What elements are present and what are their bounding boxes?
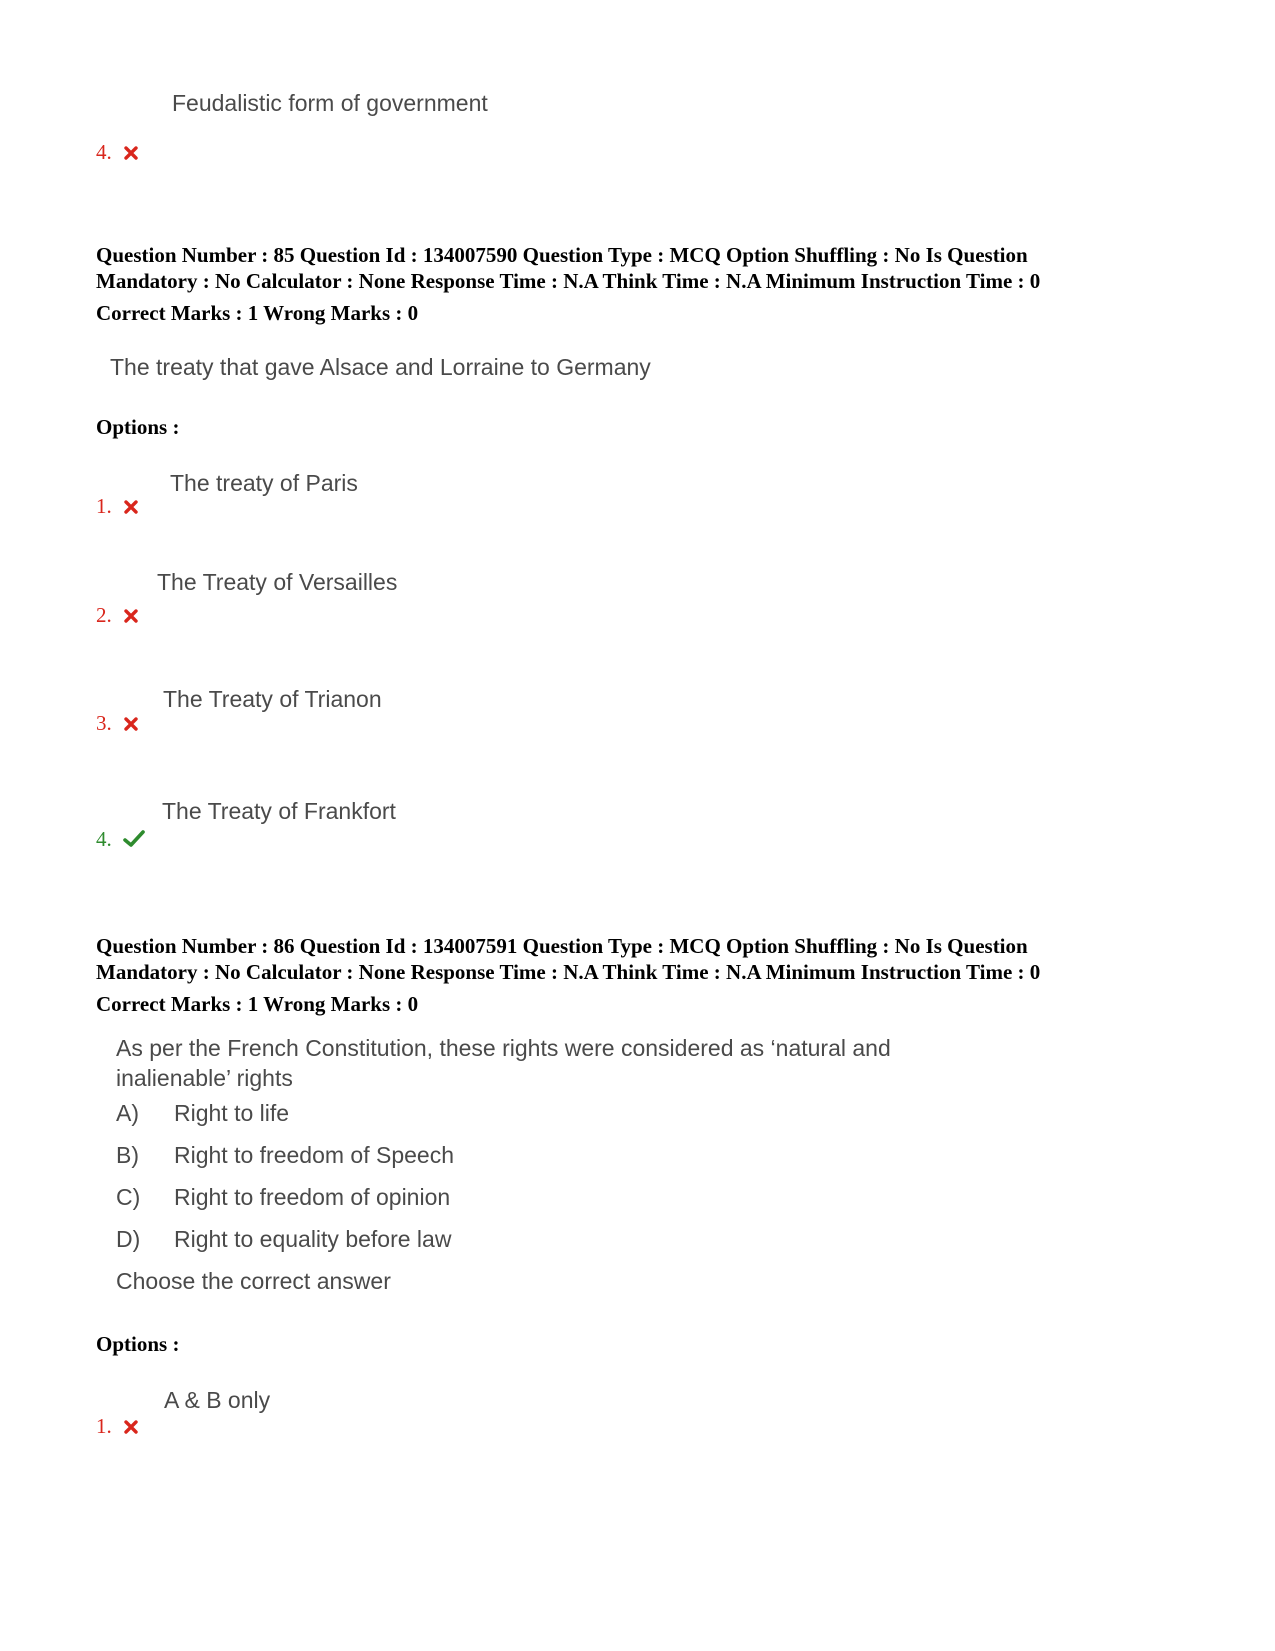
options-label: Options : [96, 1332, 180, 1356]
statement-item [116, 1184, 450, 1211]
question-marks: Correct Marks : 1 Wrong Marks : 0 [96, 301, 419, 325]
question-meta-line: Question Number : 86 Question Id : 134007591 Question Type : MCQ Option Shuffling : No Is Question [96, 934, 1028, 958]
question-text-line: As per the French Constitution, these rights were considered as ‘natural and [116, 1035, 891, 1061]
statement-text: Right to freedom of Speech [174, 1142, 454, 1168]
option-text: The Treaty of Trianon [163, 686, 382, 712]
question-text: The treaty that gave Alsace and Lorraine to Germany [110, 354, 651, 380]
option-number [96, 1414, 139, 1441]
option-number [96, 827, 145, 854]
option-text: The Treaty of Versailles [157, 569, 398, 595]
option-number-label: 2. [96, 603, 112, 627]
question-meta [96, 242, 1040, 294]
statement-letter: D) [116, 1226, 141, 1252]
question-meta-line: Question Number : 85 Question Id : 134007590 Question Type : MCQ Option Shuffling : No Is Question [96, 243, 1028, 267]
option-number-label: 4. [96, 140, 112, 164]
statement-text: Right to equality before law [174, 1226, 452, 1252]
question-text [116, 1033, 891, 1093]
check-icon [123, 829, 145, 854]
statement-letter: C) [116, 1184, 141, 1210]
statement-letter: A) [116, 1100, 139, 1126]
option-text: The Treaty of Frankfort [162, 798, 396, 824]
option-number-label: 4. [96, 827, 112, 851]
statement-text: Right to life [174, 1100, 290, 1126]
cross-icon [123, 142, 139, 167]
statement-item [116, 1142, 454, 1169]
statement-letter: B) [116, 1142, 139, 1168]
statement-item [116, 1100, 289, 1127]
options-label: Options : [96, 415, 180, 439]
cross-icon [123, 713, 139, 738]
cross-icon [123, 1416, 139, 1441]
option-text: The treaty of Paris [170, 470, 358, 496]
option-number [96, 711, 139, 738]
cross-icon [123, 605, 139, 630]
question-meta-line: Mandatory : No Calculator : None Response Time : N.A Think Time : N.A Minimum Instruction Time : 0 [96, 960, 1041, 984]
option-number-label: 1. [96, 494, 112, 518]
question-marks: Correct Marks : 1 Wrong Marks : 0 [96, 992, 419, 1016]
question-instruction: Choose the correct answer [116, 1268, 391, 1294]
option-text: Feudalistic form of government [172, 90, 488, 116]
question-meta [96, 933, 1040, 985]
option-number [96, 140, 139, 167]
option-number-label: 3. [96, 711, 112, 735]
option-number [96, 603, 139, 630]
option-text: A & B only [164, 1387, 271, 1413]
option-number-label: 1. [96, 1414, 112, 1438]
statement-item [116, 1226, 451, 1253]
statement-text: Right to freedom of opinion [174, 1184, 451, 1210]
question-meta-line: Mandatory : No Calculator : None Response Time : N.A Think Time : N.A Minimum Instruction Time : 0 [96, 269, 1041, 293]
cross-icon [123, 496, 139, 521]
option-number [96, 494, 139, 521]
question-text-line: inalienable’ rights [116, 1065, 293, 1091]
